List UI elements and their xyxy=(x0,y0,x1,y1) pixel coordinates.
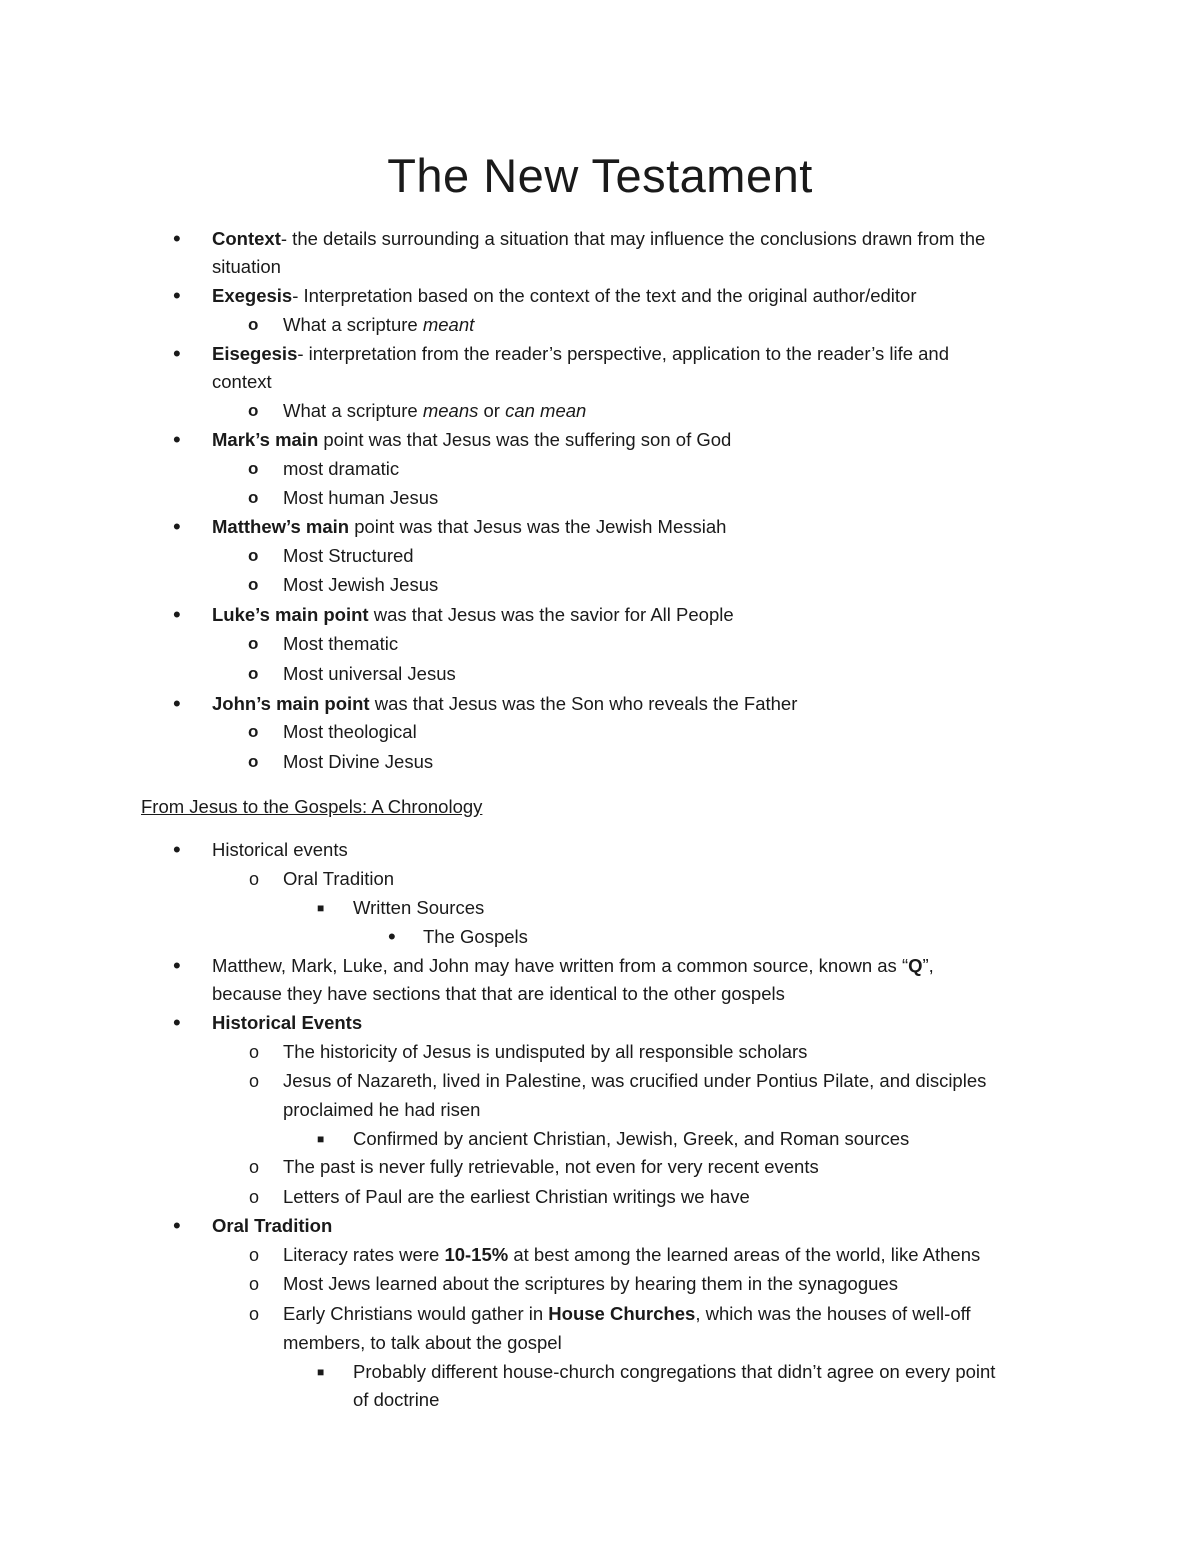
bullet-icon: • xyxy=(173,691,181,716)
list-subsubitem: Probably different house-church congregations that didn’t agree on every point xyxy=(353,1361,996,1382)
list-item-context: Context- the details surrounding a situation that may influence the conclusions drawn from the xyxy=(212,228,986,249)
list-subitem: Most Jewish Jesus xyxy=(283,574,439,595)
list-item-exegesis: Exegesis- Interpretation based on the context of the text and the original author/editor xyxy=(212,285,917,306)
bullet-icon: • xyxy=(173,1010,181,1035)
list-subitem: Most human Jesus xyxy=(283,487,439,508)
list-item-context-cont: situation xyxy=(212,256,281,277)
bullet-icon: • xyxy=(173,837,181,862)
square-bullet-icon: ■ xyxy=(317,901,325,915)
bullet-icon: • xyxy=(173,341,181,366)
circle-bullet-icon: o xyxy=(249,1245,260,1265)
page-title: The New Testament xyxy=(387,149,813,202)
list-subitem: What a scripture meant xyxy=(283,314,475,335)
list-subitem: Literacy rates were 10-15% at best among the learned areas of the world, like Athens xyxy=(283,1244,981,1265)
list-subitem-cont: proclaimed he had risen xyxy=(283,1099,481,1120)
list-item-matthew: Matthew’s main point was that Jesus was the Jewish Messiah xyxy=(212,516,727,537)
bullet-icon: • xyxy=(173,602,181,627)
list-item-q-source-cont: because they have sections that that are identical to the other gospels xyxy=(212,983,785,1004)
list-item-luke: Luke’s main point was that Jesus was the savior for All People xyxy=(212,604,734,625)
bullet-icon: • xyxy=(388,924,396,949)
bullet-icon: • xyxy=(173,514,181,539)
circle-bullet-icon: o xyxy=(248,752,259,771)
list-subitem: Jesus of Nazareth, lived in Palestine, was crucified under Pontius Pilate, and disciples xyxy=(283,1070,987,1091)
circle-bullet-icon: o xyxy=(248,401,259,420)
list-subitem: Most Divine Jesus xyxy=(283,751,434,772)
list-subitem: The past is never fully retrievable, not even for very recent events xyxy=(283,1156,819,1177)
list-subsubitem-cont: of doctrine xyxy=(353,1389,440,1410)
list-level4-item: The Gospels xyxy=(423,926,528,947)
list-subitem: Most theological xyxy=(283,721,417,742)
circle-bullet-icon: o xyxy=(248,664,259,683)
list-item-q-source: Matthew, Mark, Luke, and John may have written from a common source, known as “Q”, xyxy=(212,955,934,976)
list-subitem: Letters of Paul are the earliest Christian writings we have xyxy=(283,1186,750,1207)
list-subitem: Most universal Jesus xyxy=(283,663,456,684)
bullet-icon: • xyxy=(173,226,181,251)
list-subitem: What a scripture means or can mean xyxy=(283,400,587,421)
circle-bullet-icon: o xyxy=(249,1304,260,1324)
bullet-icon: • xyxy=(173,1213,181,1238)
circle-bullet-icon: o xyxy=(248,722,259,741)
bullet-icon: • xyxy=(173,427,181,452)
list-item-historical-events: Historical events xyxy=(212,839,348,860)
square-bullet-icon: ■ xyxy=(317,1132,325,1146)
circle-bullet-icon: o xyxy=(248,488,259,507)
bullet-icon: • xyxy=(173,953,181,978)
list-subitem: Most Jews learned about the scriptures by hearing them in the synagogues xyxy=(283,1273,898,1294)
section-heading: From Jesus to the Gospels: A Chronology xyxy=(141,796,483,817)
bullet-icon: • xyxy=(173,283,181,308)
circle-bullet-icon: o xyxy=(249,1042,260,1062)
circle-bullet-icon: o xyxy=(249,1274,260,1294)
list-subsubitem: Written Sources xyxy=(353,897,485,918)
circle-bullet-icon: o xyxy=(249,1157,260,1177)
circle-bullet-icon: o xyxy=(249,869,260,889)
circle-bullet-icon: o xyxy=(248,634,259,653)
circle-bullet-icon: o xyxy=(248,459,259,478)
list-subsubitem: Confirmed by ancient Christian, Jewish, Greek, and Roman sources xyxy=(353,1128,910,1149)
list-subitem-cont: members, to talk about the gospel xyxy=(283,1332,562,1353)
list-item-oral-tradition: Oral Tradition xyxy=(212,1215,333,1236)
list-item-historical: Historical Events xyxy=(212,1012,363,1033)
list-item-eisegesis: Eisegesis- interpretation from the reader’s perspective, application to the reader’s life and xyxy=(212,343,950,364)
circle-bullet-icon: o xyxy=(249,1071,260,1091)
list-item-mark: Mark’s main point was that Jesus was the suffering son of God xyxy=(212,429,732,450)
list-item-john: John’s main point was that Jesus was the Son who reveals the Father xyxy=(212,693,798,714)
list-subitem: most dramatic xyxy=(283,458,400,479)
circle-bullet-icon: o xyxy=(248,546,259,565)
list-subitem: Oral Tradition xyxy=(283,868,395,889)
list-item-eisegesis-cont: context xyxy=(212,371,272,392)
list-subitem: The historicity of Jesus is undisputed by all responsible scholars xyxy=(283,1041,808,1062)
circle-bullet-icon: o xyxy=(248,575,259,594)
circle-bullet-icon: o xyxy=(249,1187,260,1207)
list-subitem: Early Christians would gather in House Churches, which was the houses of well-off xyxy=(283,1303,971,1324)
list-subitem: Most Structured xyxy=(283,545,414,566)
circle-bullet-icon: o xyxy=(248,315,259,334)
square-bullet-icon: ■ xyxy=(317,1365,325,1379)
list-subitem: Most thematic xyxy=(283,633,399,654)
